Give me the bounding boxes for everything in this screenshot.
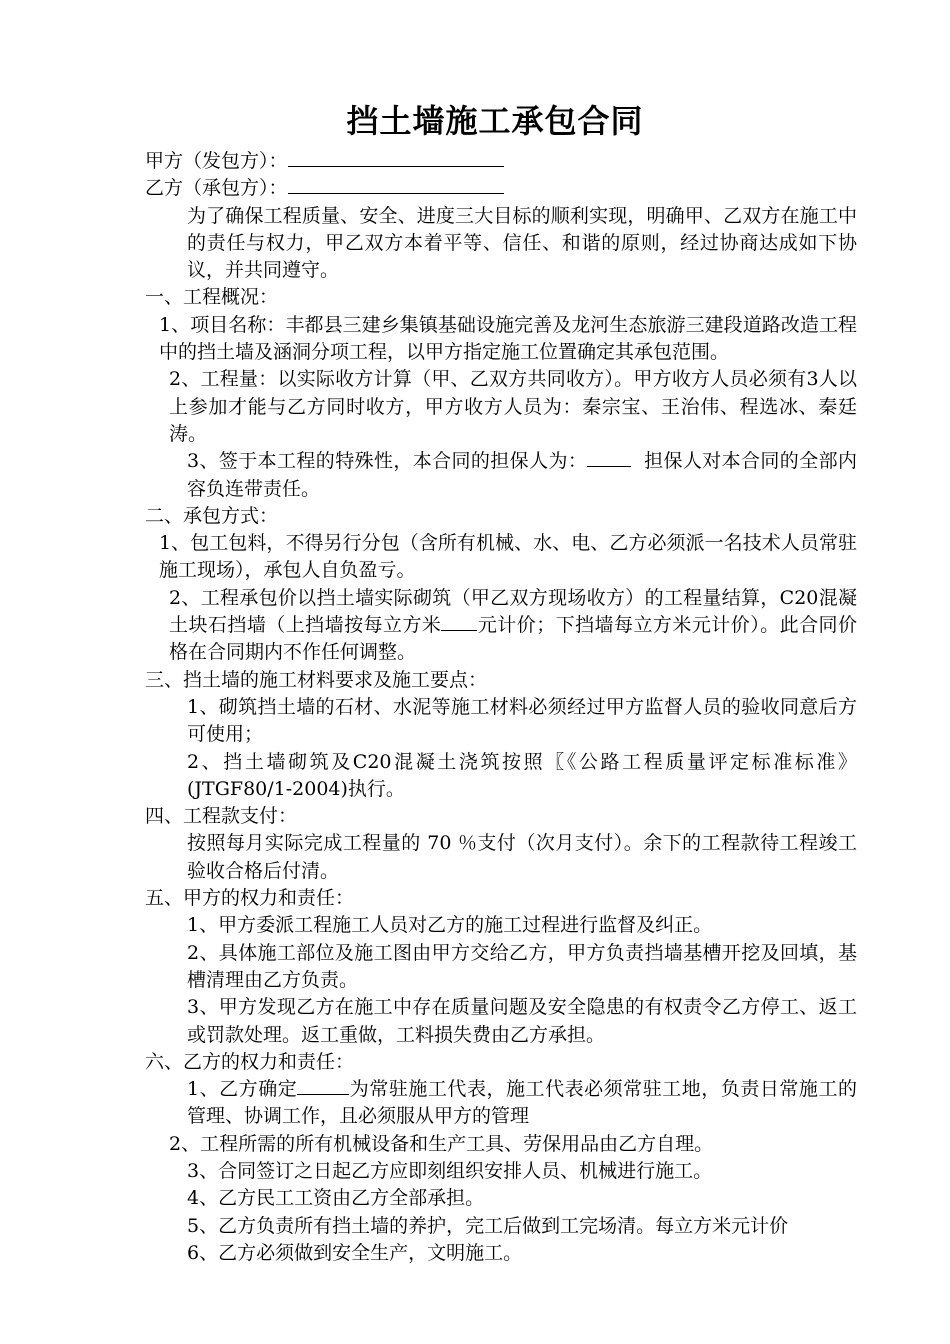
section-3-item-1: 1、砌筑挡土墙的石材、水泥等施工材料必须经过甲方监督人员的验收同意后方可使用； <box>187 695 857 746</box>
section-2-item-1: 1、包工包料，不得另行分包（含所有机械、水、电、乙方必须派一名技术人员常驻施工现场），承包人自负盈亏。 <box>159 532 857 582</box>
price-blank <box>441 612 477 631</box>
section-1-heading: 一、工程概况： <box>145 286 279 309</box>
section-6-item-5: 5、乙方负责所有挡土墙的养护，完工后做到工完场清。每立方米元计价 <box>187 1214 789 1237</box>
section-3-item-2: 2、挡土墙砌筑及C20混凝土浇筑按照〖《公路工程质量评定标准标准》(JTGF80/1-2004)执行。 <box>187 750 857 800</box>
intro-paragraph: 为了确保工程质量、安全、进度三大目标的顺利实现，明确甲、乙双方在施工中的责任与权力，甲乙双方本着平等、信任、和谐的原则，经过协商达成如下协议，并共同遵守。 <box>187 204 857 282</box>
section-4-heading: 四、工程款支付： <box>145 805 298 828</box>
section-5-heading: 五、甲方的权力和责任： <box>145 887 355 910</box>
section-6-item-6: 6、乙方必须做到安全生产，文明施工。 <box>187 1241 523 1264</box>
party-a-label: 甲方（发包方）： <box>145 150 288 172</box>
party-b-blank <box>288 175 504 194</box>
section-5-item-2: 2、具体施工部位及施工图由甲方交给乙方，甲方负责挡墙基槽开挖及回填，基槽清理由乙方负责。 <box>187 941 857 991</box>
party-b-line <box>145 175 857 202</box>
section-2-item-2: 2、工程承包价以挡土墙实际砌筑（甲乙双方现场收方）的工程量结算，C20混凝土块石挡墙（上挡墙按每立方米 元计价；下挡墙每立方米元计价）。此合同价格在合同期内不作任何调整。 <box>169 586 857 664</box>
section-2-heading: 二、承包方式： <box>145 504 279 527</box>
party-b-label: 乙方（承包方）： <box>145 177 288 200</box>
party-a-line <box>145 148 857 175</box>
section-3-heading: 三、挡土墙的施工材料要求及施工要点： <box>145 668 488 691</box>
representative-blank <box>297 1076 349 1095</box>
guarantor-blank <box>587 448 631 467</box>
section-1-item-3: 3、签于本工程的特殊性，本合同的担保人为： 担保人对本合同的全部内容负连带责任。 <box>187 450 857 500</box>
section-5-item-3: 3、甲方发现乙方在施工中存在质量问题及安全隐患的有权责令乙方停工、返工或罚款处理。返工重做，工料损失费由乙方承担。 <box>187 996 857 1046</box>
party-a-blank <box>288 148 504 167</box>
section-1-item-1: 1、项目名称：丰都县三建乡集镇基础设施完善及龙河生态旅游三建段道路改造工程中的挡土墙及涵洞分项工程，以甲方指定施工位置确定其承包范围。 <box>159 313 857 364</box>
section-6-item-3: 3、合同签订之日起乙方应即刻组织安排人员、机械进行施工。 <box>187 1159 713 1182</box>
section-4-item-1: 按照每月实际完成工程量的 70 ％支付（次月支付）。余下的工程款待工程竣工验收合格后付清。 <box>187 832 857 882</box>
document-title: 挡土墙施工承包合同 <box>346 102 644 140</box>
section-6-item-4: 4、乙方民工工资由乙方全部承担。 <box>187 1187 485 1210</box>
contract-body <box>145 148 857 1267</box>
section-1-item-2: 2、工程量：以实际收方计算（甲、乙双方共同收方）。甲方收方人员必须有3人以上参加才能与乙方同时收方，甲方收方人员为：秦宗宝、王治伟、程选冰、秦廷涛。 <box>169 368 857 445</box>
section-6-item-1: 1、乙方确定 为常驻施工代表，施工代表必须常驻工地，负责日常施工的管理、协调工作，且必须服从甲方的管理 <box>187 1078 857 1128</box>
section-5-item-1: 1、甲方委派工程施工人员对乙方的施工过程进行监督及纠正。 <box>187 914 713 937</box>
section-6-item-2: 2、工程所需的所有机械设备和生产工具、劳保用品由乙方自理。 <box>169 1132 714 1155</box>
section-6-heading: 六、乙方的权力和责任： <box>145 1050 355 1073</box>
